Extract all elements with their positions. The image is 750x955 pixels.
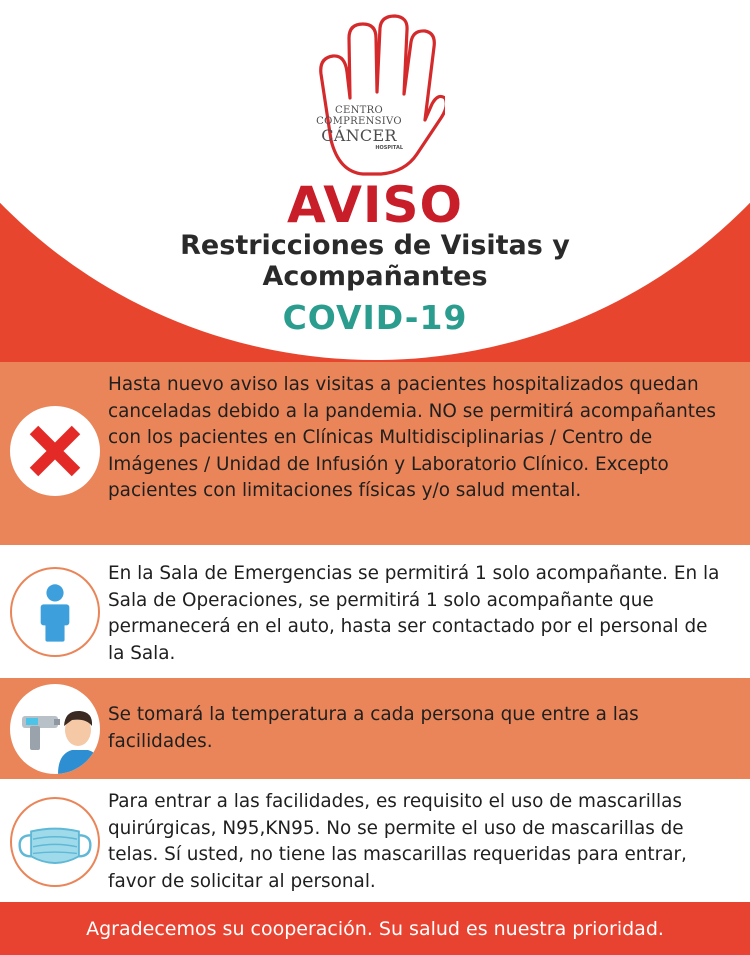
icon-badge bbox=[10, 684, 100, 774]
notice-band-emergency bbox=[0, 545, 750, 678]
hospital-logo bbox=[305, 14, 445, 180]
person-icon bbox=[12, 569, 98, 655]
face-mask-icon bbox=[12, 799, 98, 885]
icon-badge bbox=[10, 567, 100, 657]
page-title: AVISO bbox=[286, 176, 464, 234]
footer-message: Agradecemos su cooperación. Su salud es nuestra prioridad. bbox=[86, 918, 664, 940]
notice-text-visits: Hasta nuevo aviso las visitas a pacientes hospitalizados quedan canceladas debido a la pandemia. NO se permitirá acompañantes con los pacientes en Clínicas Multidisciplinarias / Centro de Imágenes / Unidad de Infusión y Laboratorio Clínico. Excepto pacientes con limitaciones físicas y/o salud mental. bbox=[108, 374, 716, 501]
page-subtitle bbox=[0, 230, 750, 292]
footer-bar bbox=[0, 902, 750, 955]
notice-text-emergency: En la Sala de Emergencias se permitirá 1 solo acompañante. En la Sala de Operaciones, se permitirá 1 solo acompañante que permanecerá en el auto, hasta ser contactado por el personal de la Sala. bbox=[108, 563, 720, 664]
notice-band-masks bbox=[0, 779, 750, 902]
logo-line-cancer: CÁNCER bbox=[321, 126, 397, 145]
icon-badge bbox=[10, 406, 100, 496]
subtitle-line-1: Restricciones de Visitas y bbox=[180, 230, 570, 261]
logo-line-centro: CENTRO bbox=[335, 105, 383, 116]
logo-line-hospital: HOSPITAL bbox=[375, 145, 403, 151]
red-x-icon bbox=[10, 406, 100, 496]
notice-band-visits bbox=[0, 362, 750, 545]
thermometer-person-icon bbox=[10, 684, 100, 774]
notice-band-temperature bbox=[0, 678, 750, 779]
icon-badge bbox=[10, 797, 100, 887]
subtitle-line-2: Acompañantes bbox=[262, 261, 488, 292]
notice-text-temperature: Se tomará la temperatura a cada persona que entre a las facilidades. bbox=[108, 704, 639, 752]
stop-hand-icon bbox=[305, 14, 445, 180]
notice-text-masks: Para entrar a las facilidades, es requisito el uso de mascarillas quirúrgicas, N95,KN95. No se permite el uso de mascarillas de telas. Sí usted, no tiene las mascarillas requeridas para entrar, favor de solicitar al personal. bbox=[108, 791, 687, 892]
logo-wordmark bbox=[313, 106, 405, 151]
covid-label: COVID-19 bbox=[282, 298, 468, 337]
logo-line-comprensivo: COMPRENSIVO bbox=[316, 116, 402, 127]
